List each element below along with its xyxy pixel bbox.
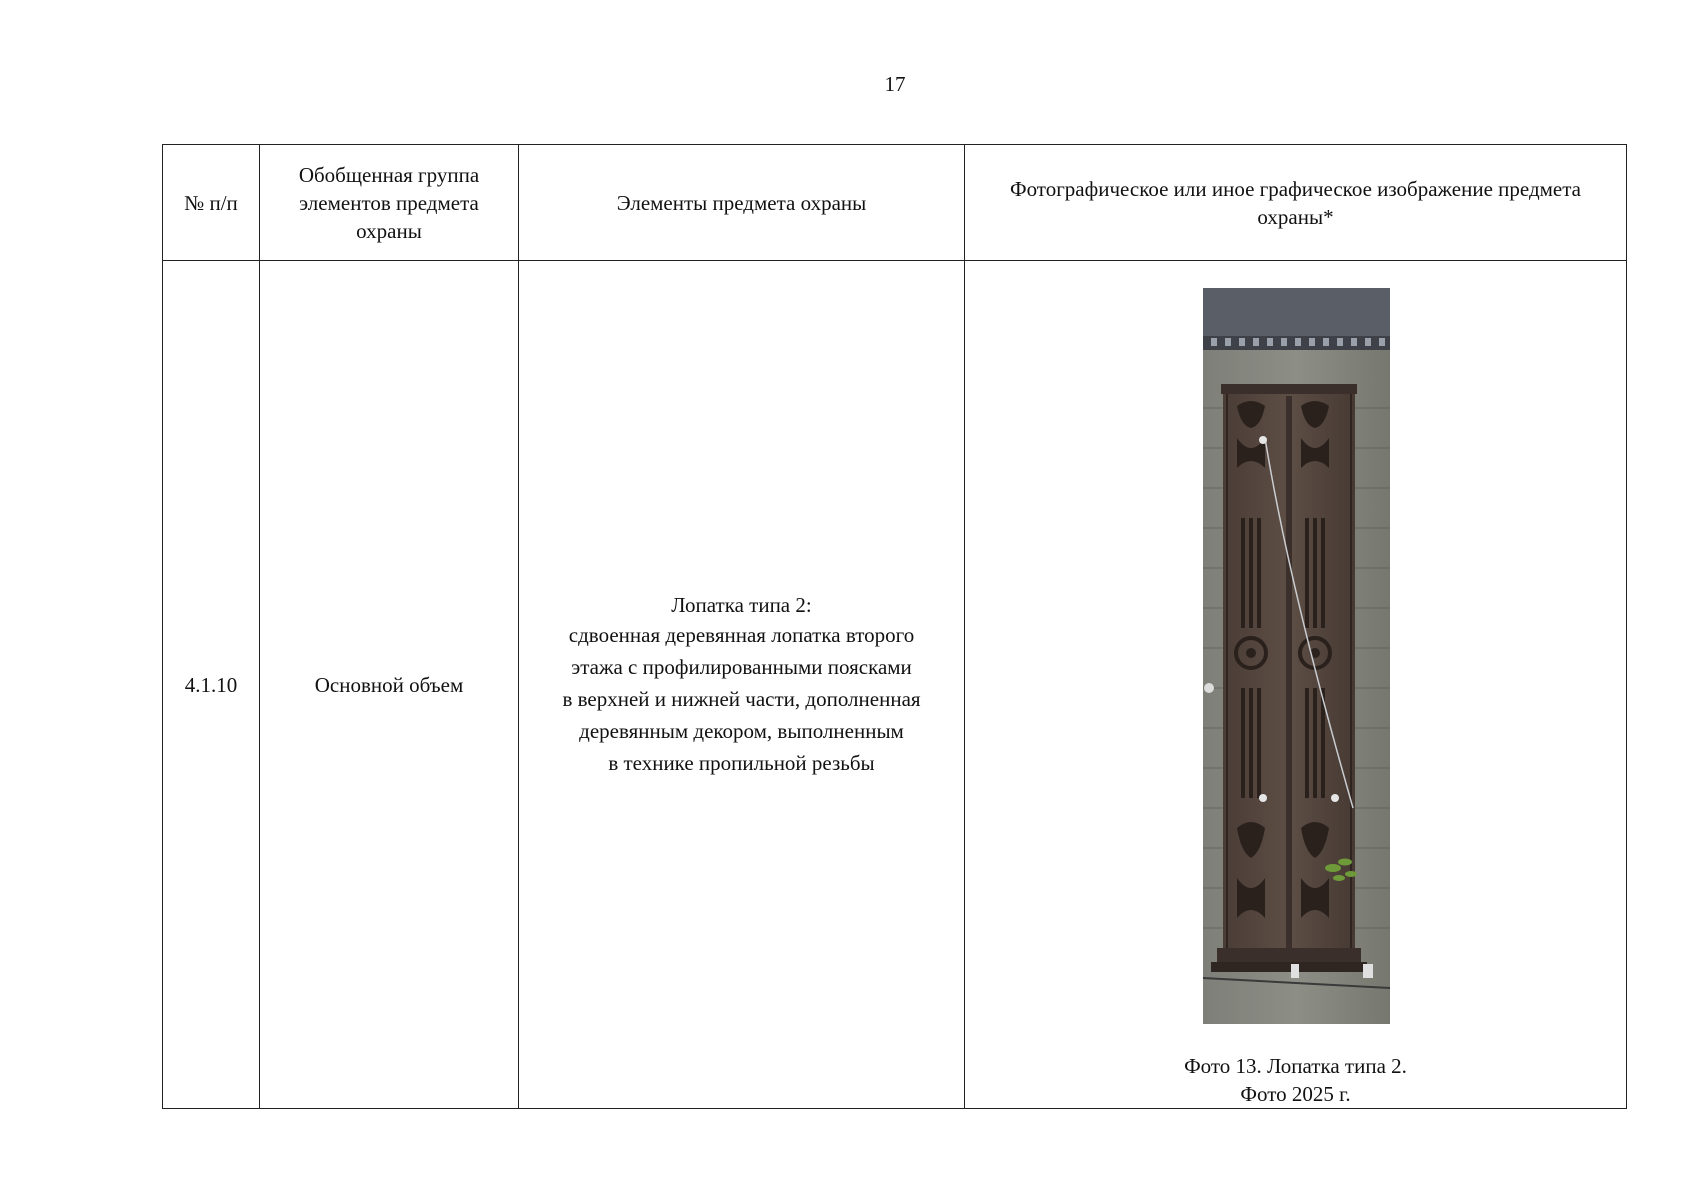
page-number: 17 — [884, 72, 906, 96]
row-element-description — [519, 261, 965, 1109]
header-num: № п/п — [163, 145, 260, 261]
row-group: Основной объем — [260, 261, 519, 1109]
table-row — [163, 261, 1627, 1109]
pilaster-photo — [1203, 288, 1390, 1024]
header-elements: Элементы предмета охраны — [519, 145, 965, 261]
element-title: Лопатка типа 2: — [671, 592, 812, 617]
row-num: 4.1.10 — [163, 261, 260, 1109]
photo-caption-line1: Фото 13. Лопатка типа 2. — [1184, 1054, 1407, 1078]
header-group: Обобщенная группа элементов предмета охраны — [260, 145, 519, 261]
protection-subject-table — [162, 144, 1627, 1109]
header-image: Фотографическое или иное графическое изображение предмета охраны* — [965, 145, 1627, 261]
photo-caption — [965, 1052, 1626, 1108]
photo-caption-line2: Фото 2025 г. — [1240, 1082, 1351, 1106]
row-photo-cell — [965, 261, 1627, 1109]
element-text: сдвоенная деревянная лопатка второго этажа с профилированными поясками в верхней и нижней части, дополненная деревянным декором, выполненным в технике пропильной резьбы — [562, 622, 921, 775]
table-header-row — [163, 145, 1627, 261]
